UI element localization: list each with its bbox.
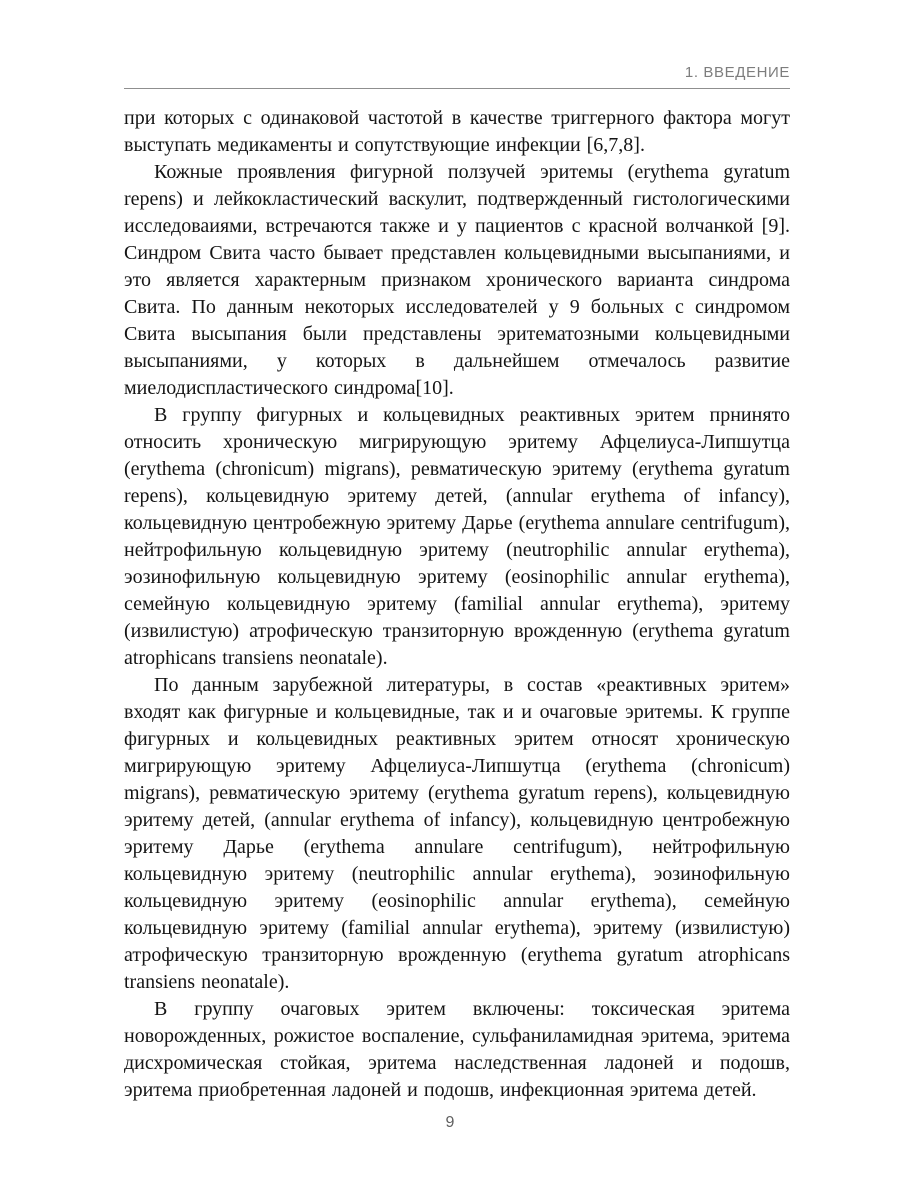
paragraph: По данным зарубежной литературы, в состав «реактивных эритем» входят как фигурные и кольцевидные, так и и очаговые эритемы. К группе фигурных и кольцевидных реактивных эритем относят хроническую мигрирующую эритему Афцелиуса-Липшутца (erythema (chronicum) migrans), ревматическую эритему (erythema gyratum repens), кольцевидную эритему детей, (annular erythema of infancy), кольцевидную центробежную эритему Дарье (erythema annulare centrifugum), нейтрофильную кольцевидную эритему (neutrophilic annular erythema), эозинофильную кольцевидную эритему (eosinophilic annular erythema), семейную кольцевидную эритему (familial annular erythema), эритему (извилистую) атрофическую транзиторную врожденную (erythema gyratum atrophicans transiens neonatale). bbox=[124, 674, 790, 993]
running-header: 1. ВВЕДЕНИЕ bbox=[684, 64, 790, 81]
header-divider bbox=[124, 88, 790, 89]
page-number: 9 bbox=[445, 1114, 455, 1131]
body-text bbox=[124, 105, 790, 1104]
paragraph: при которых с одинаковой частотой в качестве триггерного фактора могут выступать медикаменты и сопутствующие инфекции [6,7,8]. bbox=[124, 107, 790, 156]
page-content bbox=[124, 64, 790, 1104]
paragraph: Кожные проявления фигурной ползучей эритемы (erythema gyratum repens) и лейкокластический васкулит, подтвержденный гистологическими исследоваиями, встречаются также и у пациентов с красной волчанкой [9]. Синдром Свита часто бывает представлен кольцевидными высыпаниями, и это является характерным признаком хронического варианта синдрома Свита. По данным некоторых исследователей у 9 больных с синдромом Свита высыпания были представлены эритематозными кольцевидными высыпаниями, у которых в дальнейшем отмечалось развитие миелодиспластического синдрома[10]. bbox=[124, 161, 790, 399]
paragraph: В группу очаговых эритем включены: токсическая эритема новорожденных, рожистое воспаление, сульфаниламидная эритема, эритема дисхромическая стойкая, эритема наследственная ладоней и подошв, эритема приобретенная ладоней и подошв, инфекционная эритема детей. bbox=[124, 998, 790, 1101]
paragraph: В группу фигурных и кольцевидных реактивных эритем прнинято относить хроническую мигрирующую эритему Афцелиуса-Липшутца (erythema (chronicum) migrans), ревматическую эритему (erythema gyratum repens), кольцевидную эритему детей, (annular erythema of infancy), кольцевидную центробежную эритему Дарье (erythema annulare centrifugum), нейтрофильную кольцевидную эритему (neutrophilic annular erythema), эозинофильную кольцевидную эритему (eosinophilic annular erythema), семейную кольцевидную эритему (familial annular erythema), эритему (извилистую) атрофическую транзиторную врожденную (erythema gyratum atrophicans transiens neonatale). bbox=[124, 404, 790, 669]
